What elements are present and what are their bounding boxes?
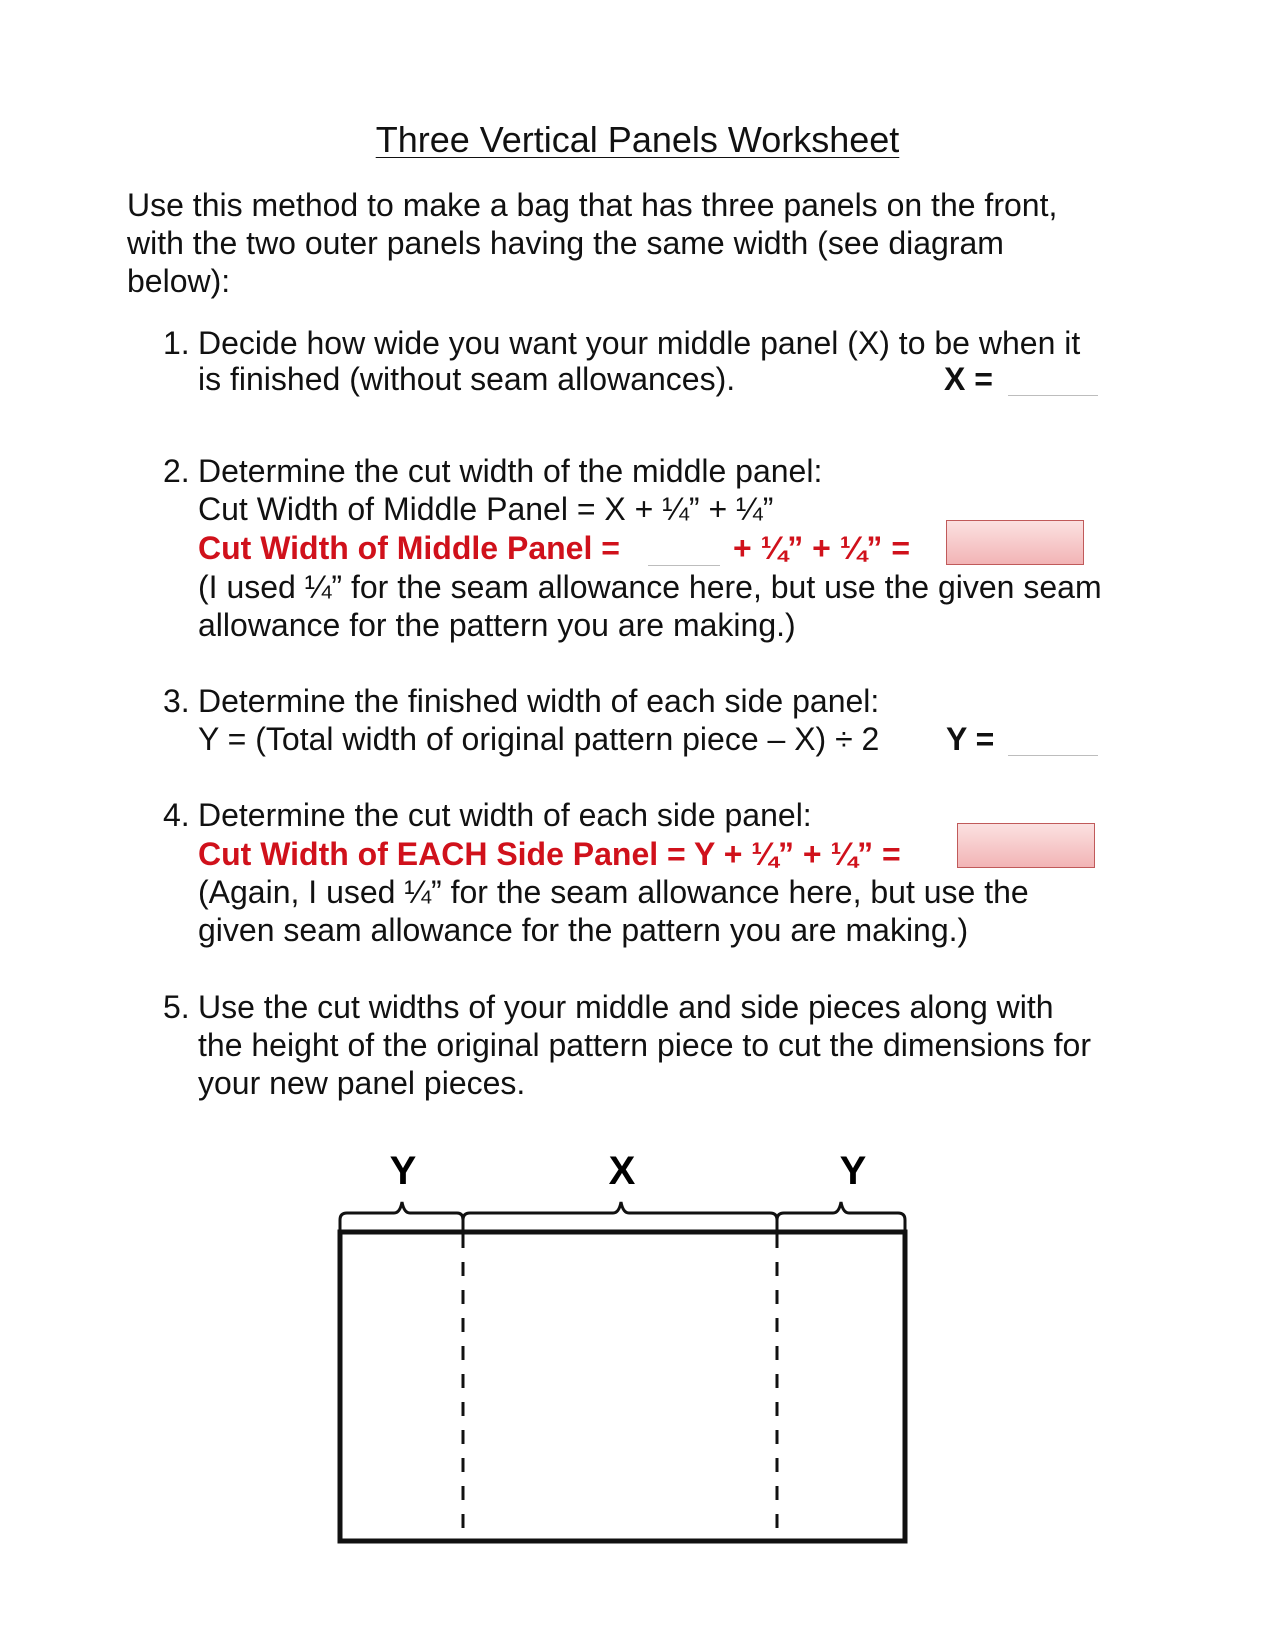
step-5-text: Use the cut widths of your middle and side pieces along with: [198, 989, 1054, 1025]
step-4-text: Determine the cut width of each side panel:: [198, 797, 812, 833]
intro-line: below):: [127, 263, 231, 299]
y-answer-label: Y =: [946, 721, 995, 757]
left-panel-label: Y: [389, 1149, 417, 1193]
step-1-text: Decide how wide you want your middle panel (X) to be when it: [198, 325, 1081, 361]
middle-cut-width-label: Cut Width of Middle Panel =: [198, 530, 620, 566]
step-2-text: Determine the cut width of the middle panel:: [198, 453, 823, 489]
step-2-formula: Cut Width of Middle Panel = X + ¼” + ¼”: [198, 491, 774, 527]
step-2-note: (I used ¼” for the seam allowance here, but use the given seam: [198, 569, 1102, 605]
y-answer-blank[interactable]: [1008, 755, 1098, 756]
intro-paragraph: [127, 186, 1127, 300]
step-1-text: is finished (without seam allowances).: [198, 361, 736, 397]
side-cut-width-answer-box[interactable]: [957, 823, 1095, 868]
x-answer-label: X =: [944, 361, 993, 397]
step-5-number: 5.: [163, 989, 190, 1025]
middle-cut-width-suffix: + ¼” + ¼” =: [733, 530, 910, 566]
step-4-note: given seam allowance for the pattern you are making.): [198, 912, 969, 948]
step-4-number: 4.: [163, 797, 190, 833]
middle-panel-label: X: [608, 1149, 636, 1193]
middle-x-blank[interactable]: [648, 565, 720, 566]
right-panel-label: Y: [839, 1149, 867, 1193]
step-2-note: allowance for the pattern you are making.): [198, 607, 796, 643]
side-cut-width-label: Cut Width of EACH Side Panel = Y + ¼” + ¼” =: [198, 836, 901, 872]
middle-brace: [463, 1202, 777, 1230]
left-brace: [340, 1202, 463, 1233]
pattern-piece-outline: [340, 1232, 905, 1541]
step-4-note: (Again, I used ¼” for the seam allowance here, but use the: [198, 874, 1029, 910]
x-answer-blank[interactable]: [1008, 395, 1098, 396]
middle-cut-width-answer-box[interactable]: [946, 520, 1084, 565]
step-3-text: Determine the finished width of each side panel:: [198, 683, 880, 719]
panels-diagram: [320, 1140, 940, 1560]
step-5-text: your new panel pieces.: [198, 1065, 526, 1101]
page-title: Three Vertical Panels Worksheet: [375, 119, 900, 160]
intro-line: Use this method to make a bag that has three panels on the front,: [127, 187, 1058, 223]
right-brace: [777, 1202, 905, 1233]
step-3-formula: Y = (Total width of original pattern piece – X) ÷ 2: [198, 721, 880, 757]
step-3-number: 3.: [163, 683, 190, 719]
step-1-number: 1.: [163, 325, 190, 361]
intro-line: with the two outer panels having the same width (see diagram: [127, 225, 1004, 261]
step-2-number: 2.: [163, 453, 190, 489]
step-5-text: the height of the original pattern piece to cut the dimensions for: [198, 1027, 1091, 1063]
